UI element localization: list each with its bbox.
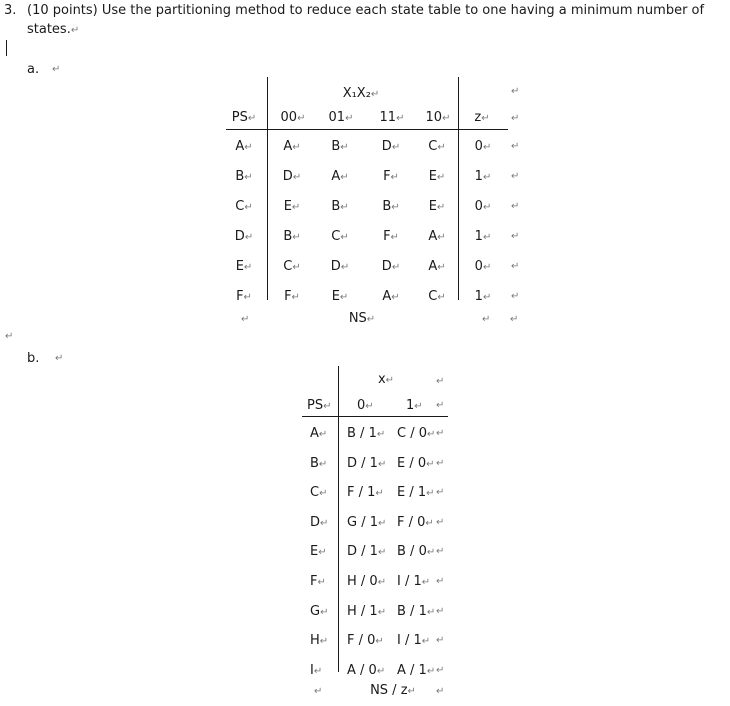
paragraph-mark-icon: ↵ [314,686,323,697]
table-b-divider [338,366,339,672]
table-a-ns-cell: F↵ [383,229,399,244]
table-a-ps-cell: B↵ [235,169,253,184]
problem-number: 3. [4,3,17,18]
paragraph-mark-icon: ↵ [511,231,520,242]
table-b-ns-cell-0: F / 1↵ [347,485,384,501]
table-b-input-label: x↵ [377,372,395,387]
paragraph-mark-icon: ↵ [377,458,387,470]
table-a-ps-cell: D↵ [234,229,254,244]
table-a-ps-cell: A↵ [235,139,253,154]
paragraph-mark-icon: ↵ [426,547,436,559]
paragraph-mark-icon: ↵ [291,292,300,303]
paragraph-mark-icon: ↵ [375,636,384,648]
paragraph-mark-icon: ↵ [482,262,492,273]
table-a-ns-cell: B↵ [382,199,400,214]
table-a-z-header: z↵ [474,110,490,125]
paragraph-mark-icon: ↵ [365,401,374,412]
paragraph-mark-icon: ↵ [5,331,14,342]
paragraph-mark-icon: ↵ [241,314,250,325]
paragraph-mark-icon: ↵ [366,314,376,325]
table-b-ps-cell: F↵ [310,574,326,589]
paragraph-mark-icon: ↵ [244,202,253,213]
paragraph-mark-icon: ↵ [426,665,436,677]
table-a-ns-cell: A↵ [428,229,446,244]
paragraph-mark-icon: ↵ [323,401,332,412]
table-b-ns-cell-0: A / 0↵ [347,662,386,678]
paragraph-mark-icon: ↵ [377,577,387,588]
paragraph-mark-icon: ↵ [378,517,387,529]
part-a-label: a. [27,62,40,77]
table-a-ps-cell: F↵ [236,289,252,304]
table-a-ns-cell: E↵ [428,169,446,184]
paragraph-mark-icon: ↵ [70,25,80,36]
paragraph-mark-icon: ↵ [436,457,445,469]
paragraph-mark-icon: ↵ [436,172,446,183]
table-b-ns-cell-0: H / 1↵ [347,603,387,619]
paragraph-mark-icon: ↵ [340,232,349,243]
paragraph-mark-icon: ↵ [319,488,328,500]
paragraph-mark-icon: ↵ [436,635,445,647]
paragraph-mark-icon: ↵ [510,314,519,325]
table-a-z-cell: 1↵ [474,169,492,184]
paragraph-mark-icon: ↵ [292,172,302,183]
paragraph-mark-icon: ↵ [436,576,445,587]
paragraph-mark-icon: ↵ [442,113,451,124]
paragraph-mark-icon: ↵ [511,113,520,124]
paragraph-mark-icon: ↵ [511,86,520,97]
paragraph-mark-icon: ↵ [340,262,350,273]
paragraph-mark-icon: ↵ [385,375,395,386]
paragraph-mark-icon: ↵ [319,636,329,648]
paragraph-mark-icon: ↵ [436,202,446,213]
paragraph-mark-icon: ↵ [482,314,491,325]
paragraph-mark-icon: ↵ [377,547,387,559]
table-a-z-cell: 1↵ [474,289,492,304]
table-a-ns-cell: F↵ [383,169,399,184]
table-a-ns-cell: C↵ [428,289,446,304]
table-b-ps-cell: G↵ [310,603,329,619]
problem-text-line1: (10 points) Use the partitioning method to reduce each state table to one having a minimum number of [27,3,705,18]
table-b-ns-cell-0: H / 0↵ [347,574,387,589]
table-a-ns-cell: B↵ [331,139,349,154]
paragraph-mark-icon: ↵ [421,636,431,648]
table-b-footer-label: NS / z↵ [370,683,416,698]
paragraph-mark-icon: ↵ [436,605,445,617]
paragraph-mark-icon: ↵ [482,202,492,213]
paragraph-mark-icon: ↵ [436,428,445,439]
table-a-z-cell: 0↵ [474,199,492,214]
table-b-ps-cell: H↵ [310,633,329,649]
paragraph-mark-icon: ↵ [391,142,401,153]
table-a-ns-cell: E↵ [331,289,349,304]
problem-text-line2: states.↵ [27,22,80,37]
table-a-ns-cell: A↵ [283,139,301,154]
table-a-ns-cell: D↵ [381,139,401,154]
paragraph-mark-icon: ↵ [436,400,445,411]
paragraph-mark-icon: ↵ [425,517,434,529]
paragraph-mark-icon: ↵ [339,292,349,303]
table-b-ns-cell-0: B / 1↵ [347,426,386,441]
table-a-col-header: 11↵ [379,110,405,125]
paragraph-mark-icon: ↵ [482,142,492,153]
paragraph-mark-icon: ↵ [436,686,445,697]
paragraph-mark-icon: ↵ [55,353,64,364]
table-b-ns-cell-1: E / 0↵ [397,455,435,471]
paragraph-mark-icon: ↵ [482,232,492,243]
table-a-z-cell: 0↵ [474,259,492,274]
paragraph-mark-icon: ↵ [313,665,323,677]
table-b-ns-cell-1: E / 1↵ [397,485,435,501]
table-b-ns-cell-1: B / 0↵ [397,544,436,560]
paragraph-mark-icon: ↵ [421,577,431,588]
table-a-ps-cell: C↵ [235,199,253,214]
table-b-ns-cell-0: G / 1↵ [347,514,387,530]
table-a-ns-cell: A↵ [382,289,400,304]
table-b-ps-cell: E↵ [310,544,327,560]
table-a-ns-cell: D↵ [282,169,302,184]
paragraph-mark-icon: ↵ [318,429,328,440]
paragraph-mark-icon: ↵ [340,172,349,183]
table-a-z-cell: 1↵ [474,229,492,244]
paragraph-mark-icon: ↵ [376,429,386,440]
paragraph-mark-icon: ↵ [391,202,400,213]
paragraph-mark-icon: ↵ [437,142,446,153]
table-a-ns-cell: E↵ [428,199,446,214]
paragraph-mark-icon: ↵ [426,606,436,618]
paragraph-mark-icon: ↵ [436,376,445,387]
table-a-ps-header: PS↵ [231,110,257,125]
paragraph-mark-icon: ↵ [391,262,401,273]
paragraph-mark-icon: ↵ [511,201,520,212]
table-b-ps-cell: I↵ [310,662,323,678]
table-a-ns-cell: C↵ [428,139,446,154]
paragraph-mark-icon: ↵ [437,262,446,273]
table-b-ps-cell: D↵ [310,514,329,530]
paragraph-mark-icon: ↵ [52,64,61,75]
table-b-col-header-0: 0↵ [357,398,374,413]
table-b-ns-cell-0: D / 1↵ [347,455,387,471]
paragraph-mark-icon: ↵ [370,89,380,100]
table-b-ns-cell-1: I / 1↵ [397,633,431,649]
table-b-ns-cell-1: F / 0↵ [397,514,434,530]
paragraph-mark-icon: ↵ [292,142,301,153]
table-b-ps-cell: B↵ [310,455,328,471]
table-a-footer-label: NS↵ [348,311,376,326]
table-b-ns-cell-0: D / 1↵ [347,544,387,560]
table-b-ns-cell-1: B / 1↵ [397,603,436,619]
paragraph-mark-icon: ↵ [244,232,254,243]
part-b-label: b. [27,351,40,366]
table-b-ps-cell: C↵ [310,485,328,501]
paragraph-mark-icon: ↵ [390,232,399,243]
table-a-ns-cell: C↵ [331,229,349,244]
paragraph-mark-icon: ↵ [375,488,384,500]
paragraph-mark-icon: ↵ [247,113,257,124]
table-a-ns-cell: F↵ [284,289,300,304]
table-b-ps-cell: A↵ [310,426,328,441]
paragraph-mark-icon: ↵ [340,202,349,213]
paragraph-mark-icon: ↵ [376,665,386,677]
paragraph-mark-icon: ↵ [481,113,490,124]
table-a-ns-cell: A↵ [428,259,446,274]
paragraph-mark-icon: ↵ [426,458,435,470]
table-a-ns-cell: E↵ [283,199,301,214]
paragraph-mark-icon: ↵ [244,142,253,153]
table-b-ns-cell-1: C / 0↵ [397,426,436,441]
paragraph-mark-icon: ↵ [396,113,405,124]
paragraph-mark-icon: ↵ [436,664,445,676]
text-cursor [6,40,7,56]
paragraph-mark-icon: ↵ [318,547,327,559]
paragraph-mark-icon: ↵ [414,401,423,412]
table-b-ns-cell-0: F / 0↵ [347,633,384,649]
paragraph-mark-icon: ↵ [391,292,400,303]
paragraph-mark-icon: ↵ [292,232,301,243]
table-a-col-header: 00↵ [280,110,306,125]
paragraph-mark-icon: ↵ [511,291,520,302]
table-a-col-header: 01↵ [328,110,354,125]
paragraph-mark-icon: ↵ [244,172,253,183]
paragraph-mark-icon: ↵ [317,577,326,588]
table-a-left-divider [267,77,268,300]
table-a-col-header: 10↵ [425,110,451,125]
paragraph-mark-icon: ↵ [320,517,329,529]
paragraph-mark-icon: ↵ [243,262,253,273]
table-a-z-cell: 0↵ [474,139,492,154]
table-a-ns-cell: B↵ [283,229,301,244]
paragraph-mark-icon: ↵ [291,202,301,213]
paragraph-mark-icon: ↵ [427,429,436,440]
paragraph-mark-icon: ↵ [511,141,520,152]
table-a-ns-cell: D↵ [330,259,350,274]
paragraph-mark-icon: ↵ [390,172,399,183]
table-a-header-rule [226,129,508,130]
table-a-ns-cell: A↵ [331,169,349,184]
paragraph-mark-icon: ↵ [292,262,301,273]
table-a-ps-cell: E↵ [235,259,253,274]
table-a-ns-cell: C↵ [283,259,301,274]
table-b-ps-header: PS↵ [307,398,332,413]
table-b-ns-cell-1: I / 1↵ [397,574,431,589]
paragraph-mark-icon: ↵ [318,458,328,470]
table-b-header-rule [302,416,448,417]
paragraph-mark-icon: ↵ [511,261,520,272]
table-a-input-label: X₁X₂↵ [342,86,380,101]
paragraph-mark-icon: ↵ [407,686,416,697]
paragraph-mark-icon: ↵ [437,292,446,303]
paragraph-mark-icon: ↵ [436,546,445,558]
table-b-col-header-1: 1↵ [406,398,423,413]
paragraph-mark-icon: ↵ [436,487,445,499]
paragraph-mark-icon: ↵ [511,171,520,182]
paragraph-mark-icon: ↵ [320,606,329,618]
paragraph-mark-icon: ↵ [482,172,492,183]
paragraph-mark-icon: ↵ [243,292,252,303]
paragraph-mark-icon: ↵ [345,113,354,124]
paragraph-mark-icon: ↵ [377,606,387,618]
table-a-ns-cell: D↵ [381,259,401,274]
paragraph-mark-icon: ↵ [297,113,306,124]
table-a-ns-cell: B↵ [331,199,349,214]
table-b-ns-cell-1: A / 1↵ [397,662,436,678]
paragraph-mark-icon: ↵ [482,292,492,303]
paragraph-mark-icon: ↵ [426,488,435,500]
paragraph-mark-icon: ↵ [340,142,349,153]
paragraph-mark-icon: ↵ [436,516,445,528]
paragraph-mark-icon: ↵ [437,232,446,243]
